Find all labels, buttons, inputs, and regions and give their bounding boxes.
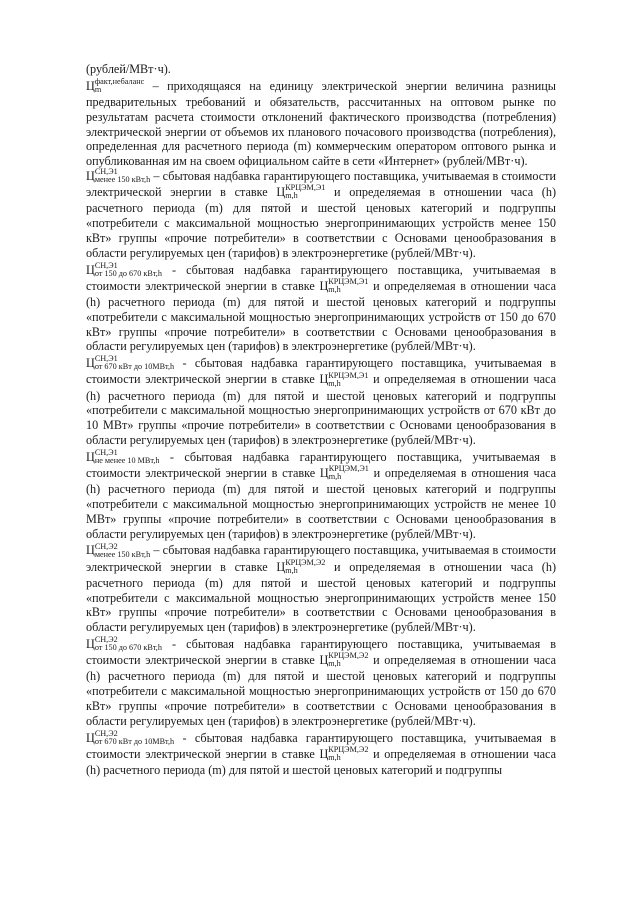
rate-symbol <box>276 557 326 575</box>
rate-sub: m,h <box>328 284 341 294</box>
rate-sup: КРЦЭМ,Э2 <box>328 651 369 661</box>
symbol-letter: Ц <box>86 636 95 651</box>
symbol-sup: факт,небаланс <box>94 77 145 86</box>
rate-symbol <box>276 185 325 199</box>
rate-symbol <box>319 653 368 667</box>
symbol-letter: Ц <box>86 262 95 277</box>
symbol-letter: Ц <box>319 746 329 761</box>
rate-indices <box>328 652 368 668</box>
rate-sup: КРЦЭМ,Э1 <box>328 464 369 474</box>
symbol-sup: СН,Э2 <box>94 541 118 551</box>
rate-sup: КРЦЭМ,Э2 <box>285 557 326 567</box>
symbol-sub: менее 150 кВт,h <box>94 175 151 185</box>
definition-markup-6 <box>86 637 556 729</box>
symbol-sup: СН,Э2 <box>94 635 118 645</box>
symbol-indices <box>95 168 150 184</box>
symbol-letter: Ц <box>319 372 329 387</box>
definition-text-post: и определяемая в отношении часа (h) расчетного периода (m) для пятой и шестой ценовых категорий и подгруппы «потребители с максимальной мощностью энергопринимающих устройств менее 150 кВт» группы «прочие потребители» в соответствии с Основами ценообразования в области регулируемых цен (тарифов) в электроэнергетике (рублей/МВт·ч). <box>86 185 557 260</box>
markup-symbol <box>86 260 162 278</box>
symbol-letter: Ц <box>86 449 95 464</box>
symbol-letter: Ц <box>86 543 95 558</box>
symbol-sup: СН,Э1 <box>94 167 118 177</box>
rate-sub: m,h <box>285 565 298 575</box>
rate-sub: m,h <box>328 378 341 388</box>
rate-symbol <box>320 466 369 480</box>
rate-sup: КРЦЭМ,Э1 <box>285 183 326 193</box>
rate-sup: КРЦЭМ,Э1 <box>328 276 369 286</box>
fact-imbalance-symbol <box>86 79 144 93</box>
rate-sub: m,h <box>285 191 298 201</box>
rate-symbol <box>319 372 368 386</box>
symbol-letter: Ц <box>319 465 329 480</box>
definition-text: – приходящаяся на единицу электрической энергии величина разницы предварительных требований и обязательств, рассчитанных на оптовом рынке по результатам расчета стоимости отклонений фактического производства (потребления) электрической энергии от объемов их планового почасового производства (потребления), определенная для расчетного периода (m) коммерческим оператором оптового рынка и опубликованная им на своем официальном сайте в сети «Интернет» (рублей/МВт·ч). <box>86 78 556 169</box>
intro-text: (рублей/МВт·ч). <box>86 62 171 76</box>
definition-text-pre: – сбытовая надбавка гарантирующего поставщика, учитываемая в стоимости электрической энергии в ставке <box>86 543 556 574</box>
markup-symbol <box>86 356 174 370</box>
rate-symbol <box>319 276 369 294</box>
definition-text-post: и определяемая в отношении часа (h) расчетного периода (m) для пятой и шестой ценовых категорий и подгруппы «потребители с максимальной мощностью энергопринимающих устройств от 670 кВт до 10 МВт» группы «прочие потребители» в соответствии с Основами ценообразования в области регулируемых цен (тарифов) в электроэнергетике (рублей/МВт·ч). <box>86 372 556 447</box>
symbol-sub: от 150 до 670 кВт,h <box>94 643 162 653</box>
rate-indices <box>329 465 369 481</box>
markup-symbol <box>86 169 150 183</box>
symbol-letter: Ц <box>276 185 286 200</box>
symbol-sub: от 670 кВт до 10МВт,h <box>94 362 175 372</box>
definition-markup-3 <box>86 356 556 448</box>
symbol-sup: СН,Э1 <box>94 260 118 270</box>
rate-sub: m,h <box>328 472 342 482</box>
definition-text-pre: - сбытовая надбавка гарантирующего поставщика, учитываемая в стоимости электрической энергии в ставке <box>86 730 556 761</box>
symbol-letter: Ц <box>319 278 329 293</box>
definition-text-pre: - сбытовая надбавка гарантирующего поставщика, учитываемая в стоимости электрической энергии в ставке <box>86 262 556 293</box>
symbol-sub: m <box>94 85 102 94</box>
rate-indices <box>328 746 368 762</box>
definition-markup-7 <box>86 728 556 778</box>
markup-symbol <box>86 728 175 746</box>
markup-symbol <box>86 637 162 651</box>
symbol-indices <box>95 543 150 559</box>
symbol-indices <box>95 449 160 465</box>
markup-definitions <box>86 169 556 778</box>
symbol-sup: СН,Э1 <box>94 354 118 364</box>
rate-indices <box>285 184 325 200</box>
definition-text-post: и определяемая в отношении часа (h) расчетного периода (m) для пятой и шестой ценовых категорий и подгруппы «потребители с максимальной мощностью энергопринимающих устройств от 150 до 670 кВт» группы «прочие потребители» в соответствии с Основами ценообразования в области регулируемых цен (тарифов) в электроэнергетике (рублей/МВт·ч). <box>86 278 556 354</box>
rate-indices <box>328 372 368 388</box>
symbol-sub: от 150 до 670 кВт,h <box>94 268 162 278</box>
definition-text-pre: - сбытовая надбавка гарантирующего поставщика, учитываемая в стоимости электрической энергии в ставке <box>86 449 556 480</box>
definition-markup-5 <box>86 543 556 635</box>
symbol-letter: Ц <box>319 653 329 668</box>
symbol-sub: менее 150 кВт,h <box>94 549 151 559</box>
symbol-letter: Ц <box>86 78 95 93</box>
symbol-letter: Ц <box>86 730 95 745</box>
definition-text-post: и определяемая в отношении часа (h) расчетного периода (m) для пятой и шестой ценовых категорий и подгруппы <box>86 746 556 777</box>
definition-text-pre: – сбытовая надбавка гарантирующего поставщика, учитываемая в стоимости электрической энергии в ставке <box>86 168 556 200</box>
definition-text-post: и определяемая в отношения часа (h) расчетного периода (m) для пятой и шестой ценовых категорий и подгруппы «потребители с максимальной мощностью энергопринимающих устройств не менее 10 МВт» группы «прочие потребители» в соответствии с Основами ценообразования в области регулируемых цен (тарифов) в электроэнергетике (рублей/МВт·ч). <box>86 465 556 541</box>
definition-text-post: и определяемая в отношении часа (h) расчетного периода (m) для пятой и шестой ценовых категорий и подгруппы «потребители с максимальной мощностью энергопринимающих устройств менее 150 кВт» группы «прочие потребители» в соответствии с Основами ценообразования в области регулируемых цен (тарифов) в электроэнергетике (рублей/МВт·ч). <box>86 559 557 635</box>
rate-indices <box>285 559 325 575</box>
definition-text-pre: - сбытовая надбавка гарантирующего поставщика, учитываемая в стоимости электрической энергии в ставке <box>86 356 556 387</box>
definition-markup-2 <box>86 260 556 355</box>
rate-sup: КРЦЭМ,Э1 <box>328 370 369 380</box>
document-body <box>86 62 556 778</box>
symbol-sup: СН,Э2 <box>94 728 118 738</box>
rate-sub: m,h <box>328 752 341 762</box>
rate-indices <box>328 278 368 294</box>
symbol-indices <box>95 355 174 371</box>
rate-sub: m,h <box>328 659 341 669</box>
symbol-letter: Ц <box>86 168 95 183</box>
symbol-letter: Ц <box>276 559 286 574</box>
definition-text-post: и определяемая в отношении часа (h) расчетного периода (m) для пятой и шестой ценовых категорий и подгруппы «потребители с максимальной мощностью энергопринимающих устройств от 150 до 670 кВт» группы «прочие потребители» в соответствии с Основами ценообразования в области регулируемых цен (тарифов) в электроэнергетике (рублей/МВт·ч). <box>86 653 556 728</box>
symbol-indices <box>95 730 174 746</box>
rate-sup: КРЦЭМ,Э2 <box>328 744 369 754</box>
definition-fact-imbalance <box>86 79 556 169</box>
rate-symbol <box>319 744 369 762</box>
markup-symbol <box>86 543 150 557</box>
symbol-indices <box>95 78 144 94</box>
symbol-sub: не менее 10 МВт,h <box>94 455 160 465</box>
symbol-letter: Ц <box>86 356 95 371</box>
symbol-indices <box>95 262 162 278</box>
definition-markup-1 <box>86 169 556 261</box>
definition-markup-4 <box>86 447 556 542</box>
symbol-indices <box>95 636 162 652</box>
intro-line <box>86 62 556 77</box>
markup-symbol <box>86 447 160 465</box>
symbol-sup: СН,Э1 <box>94 447 118 457</box>
symbol-sub: от 670 кВт до 10МВт,h <box>94 736 175 746</box>
definition-text-pre: - сбытовая надбавка гарантирующего поставщика, учитываемая в стоимости электрической энергии в ставке <box>86 636 556 668</box>
